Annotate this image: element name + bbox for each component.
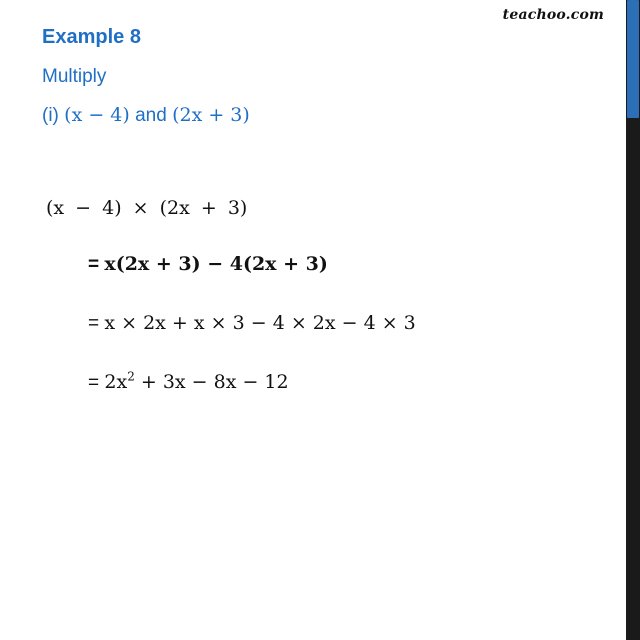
part-and-text: and: [129, 105, 173, 126]
vertical-scrollbar[interactable]: [626, 0, 640, 640]
example-title: Example 8: [42, 26, 141, 48]
step-2: [88, 312, 416, 335]
step-3-equals: =: [88, 372, 105, 394]
step-3-expression: [104, 371, 288, 393]
step-3-exponent: 2: [127, 370, 135, 384]
scrollbar-thumb[interactable]: [627, 0, 639, 118]
step-2-equals: =: [88, 313, 105, 334]
part-expression-2: (2x + 3): [172, 104, 250, 126]
teachoo-logo: teachoo.com: [502, 7, 604, 23]
step-1: [88, 253, 328, 276]
part-expression-1: (x − 4): [64, 104, 130, 126]
step-3-rest: + 3x − 8x − 12: [134, 371, 289, 394]
step-1-equals: =: [88, 254, 105, 275]
part-label: (i): [42, 105, 65, 126]
step-3-term: 2x: [104, 371, 128, 394]
step-2-expression: x × 2x + x × 3 − 4 × 2x − 4 × 3: [104, 312, 416, 334]
step-1-expression: x(2x + 3) − 4(2x + 3): [104, 253, 328, 275]
step-3: [88, 370, 289, 394]
question-text: Multiply: [42, 66, 107, 87]
step-0-expression: (x − 4) × (2x + 3): [46, 197, 248, 219]
question-part: [42, 104, 250, 127]
